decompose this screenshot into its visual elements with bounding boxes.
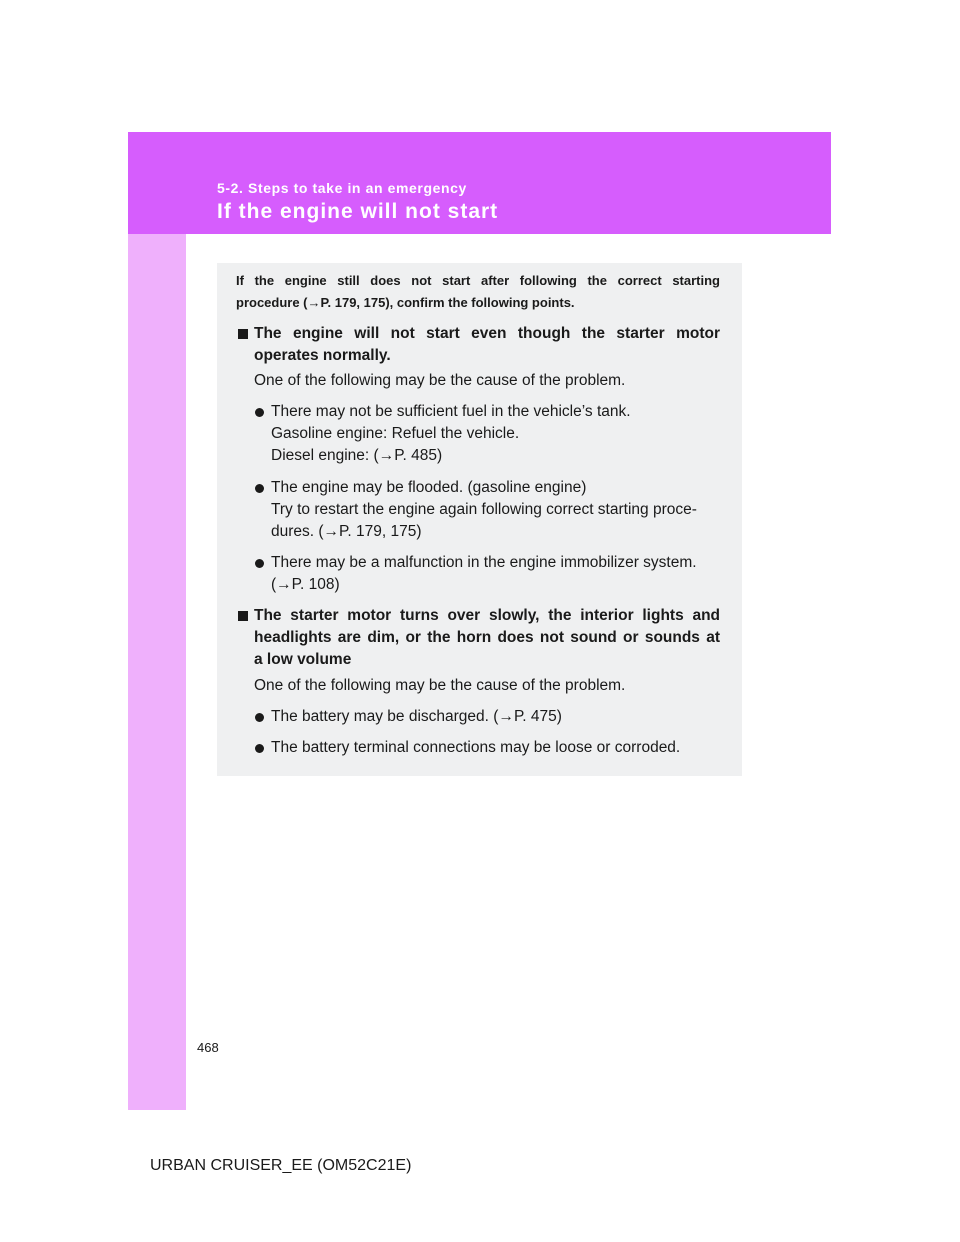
square-bullet-icon xyxy=(238,329,248,339)
list-item xyxy=(254,737,724,759)
round-bullet-icon xyxy=(255,744,264,753)
section-lead: One of the following may be the cause of the problem. xyxy=(254,372,626,389)
list-item-line: The battery may be discharged. (→P. 475) xyxy=(271,708,562,725)
section-heading-line: The starter motor turns over slowly, the interior lights and xyxy=(254,607,720,624)
list-item xyxy=(254,401,724,467)
list-item xyxy=(254,706,724,728)
section-heading-line: headlights are dim, or the horn does not sound or sounds at xyxy=(254,629,720,646)
round-bullet-icon xyxy=(255,559,264,568)
list-item xyxy=(254,477,724,543)
list-item-line: Gasoline engine: Refuel the vehicle. xyxy=(271,425,520,442)
intro-line-2: procedure (→P. 179, 175), confirm the following points. xyxy=(236,295,575,310)
list-item-line: dures. (→P. 179, 175) xyxy=(271,523,422,540)
list-item-line: The engine may be flooded. (gasoline engine) xyxy=(271,479,587,496)
list-item-line: Try to restart the engine again following correct starting proce- xyxy=(271,501,697,518)
list-item-line: There may not be sufficient fuel in the vehicle’s tank. xyxy=(271,403,631,420)
intro-line-1: If the engine still does not start after following the correct starting xyxy=(236,273,720,288)
list-item-line: The battery terminal connections may be loose or corroded. xyxy=(271,739,681,756)
square-bullet-icon xyxy=(238,611,248,621)
section-label: 5-2. Steps to take in an emergency xyxy=(217,180,467,196)
list-item-line: (→P. 108) xyxy=(271,576,340,593)
list-item-line: Diesel engine: (→P. 485) xyxy=(271,447,443,464)
page-title: If the engine will not start xyxy=(217,200,499,223)
round-bullet-icon xyxy=(255,484,264,493)
page-number: 468 xyxy=(197,1040,219,1055)
round-bullet-icon xyxy=(255,713,264,722)
section-heading-starter-normal xyxy=(236,323,720,367)
section-heading-starter-slow xyxy=(236,605,720,671)
list-item-line: There may be a malfunction in the engine immobilizer system. xyxy=(271,554,697,571)
document-footer: URBAN CRUISER_EE (OM52C21E) xyxy=(150,1157,412,1174)
round-bullet-icon xyxy=(255,408,264,417)
intro-text xyxy=(236,270,720,314)
side-tab-strip xyxy=(128,132,186,1110)
section-heading-line: a low volume xyxy=(254,651,352,668)
list-item xyxy=(254,552,724,596)
section-heading-line: The engine will not start even though the starter motor xyxy=(254,325,720,342)
section-heading-line: operates normally. xyxy=(254,347,391,364)
section-lead: One of the following may be the cause of the problem. xyxy=(254,677,626,694)
